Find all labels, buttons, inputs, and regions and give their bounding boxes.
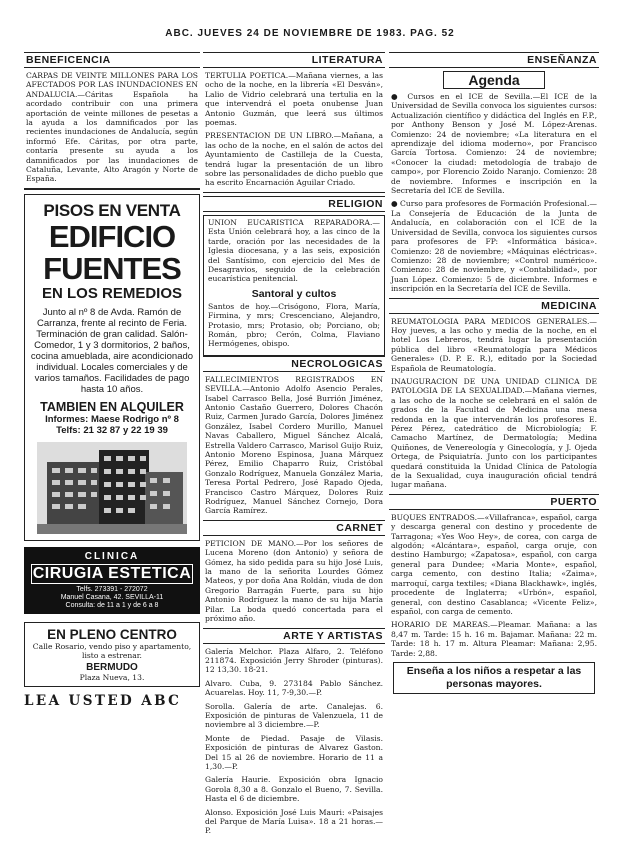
column-3 — [389, 52, 599, 842]
article-melchor: Galería Melchor. Plaza Alfaro, 2. Teléfono 211874. Exposición Jerry Shroder (pinturas). 12 13,30. 18-21. — [205, 646, 383, 675]
ad-body: Junto al nº 8 de Avda. Ramón de Carranza, frente al recinto de Feria. Terminación de gran calidad. Salón-Comedor, 1 y 3 dormitorios, 2 baños, cocina amueblada, aire acondicionado individual. Locales comerciales y de varios tamaños. Facilidades de pago hasta 10 años. — [30, 306, 194, 395]
ad-phones: Telfs: 21 32 87 y 22 19 39 — [56, 424, 168, 436]
section-puerto: PUERTO — [389, 494, 599, 510]
section-arte: ARTE Y ARTISTAS — [203, 628, 385, 644]
article-sorolla: Sorolla. Galería de arte. Canalejas. 6. Exposición de pinturas de Valenzuela, 11 de noviembre al 3 diciembre.—P. — [205, 701, 383, 730]
section-literatura: LITERATURA — [203, 52, 385, 68]
agenda-title: Agenda — [443, 71, 545, 89]
clinic-title: CIRUGIA ESTETICA — [32, 564, 192, 582]
ad-title-edificio: EDIFICIO — [48, 218, 176, 254]
column-2 — [203, 52, 385, 842]
article-curso-fp: ● Curso para profesores de Formación Profesional.—La Consejería de Educación de la Junta de Andalucía, en colaboración con el ICE de la Universidad de Sevilla, convoca los siguientes cursos para profesores de FP: «Informática básica». Comienzo: 28 de noviembre; «Máquinas eléctricas». Comienzo: 28 de noviembre; «Control numérico». Comienzo: 28 de noviembre, y «Contabilidad», por Juan López. Comienzo: 5 de diciembre. Informes e inscripción en la Secretaría del ICE de Sevilla. — [391, 199, 597, 294]
ad-pleno-centro — [24, 622, 200, 687]
clinic-hours: Consulta: de 11 a 1 y de 6 a 8 — [65, 601, 159, 609]
section-beneficencia: BENEFICENCIA — [24, 52, 200, 68]
ad-title-remedios: EN LOS REMEDIOS — [41, 284, 183, 302]
section-medicina: MEDICINA — [389, 298, 599, 314]
centro-body: Calle Rosario, vendo piso y apartamento, listo a estrenar. — [32, 641, 192, 660]
ad-title-pisos: PISOS EN VENTA — [43, 200, 181, 220]
article-monte-piedad: Monte de Piedad. Pasaje de Vilasis. Exposición de pinturas de Alvarez Gaston. Del 15 al 26 de noviembre. Horario de 11 a 1,30.—P. — [205, 733, 383, 771]
column-1 — [24, 52, 200, 842]
santoral-title: Santoral y cultos — [251, 287, 337, 300]
notice-respetar: Enseña a los niños a respetar a las personas mayores. — [393, 662, 595, 694]
article-haurie: Galería Haurie. Exposición obra Ignacio Gorola 8,30 a 8. Gonzalo el Bueno, 7. Sevilla. Hasta el 6 de diciembre. — [205, 775, 383, 804]
section-necrologicas: NECROLOGICAS — [203, 356, 385, 372]
centro-title: EN PLENO CENTRO — [47, 626, 177, 642]
article-carpas: CARPAS DE VEINTE MILLONES PARA LOS AFECTADOS POR LAS INUNDACIONES EN ANDALUCIA.—Cáritas Española ha acordado contribuir con una primera aportación de veinte millones de pesetas a la ayuda a los damnificados por las recientes inundaciones de Andalucía, según informó Efe. Cáritas, por otra parte, contaría presente su ayuda a los damnificados por las inundaciones de Cataluña, Levante, Alto Aragón y Norte de España. — [26, 71, 198, 184]
section-ensenanza: ENSEÑANZA — [389, 52, 599, 68]
ad-title-fuentes: FUENTES — [43, 250, 181, 286]
building-illustration — [37, 442, 187, 534]
article-fallecimientos: FALLECIMIENTOS REGISTRADOS EN SEVILLA.—Antonio Adolfo Asencio Perales, Isabel Carrasco Bella, José Burrión Jiménez, Antonio Castaño Guerrero, Dolores Chacón Ruiz, Carmen Jurado García, Dolores Jiménez González, Isabel Cordero Murillo, Manuel Navas Caballero, Miguel Sánchez Alcalá, Estrella Valdero Carrasco, Marisol Guijo Ruiz, Antonio Moreno Espinosa, Juana Márquez Pérez, Emilio Chaparro Ruiz, Cristóbal Gonzalo Rodríguez, Manuela González Maria, Teresa Portal Pedrero, José Rapado Ojeda, Francisco Castro Márquez, Dolores Ruiz Rodríguez, Manuel Sánchez Cornejo, Dora García Ramírez. — [205, 374, 383, 516]
lea-usted-abc: LEA USTED ABC — [24, 692, 182, 709]
article-peticion: PETICION DE MANO.—Por los señores de Lucena Moreno (don Antonio) y señora de Gómez, ha sido pedida para su hijo José Luis, la mano de la señorita Lourdes Gómez Mateos, y por doña Ana Roldán, viuda de don Gregorio Barragán Fuerte, para su hijo Antonio Rodríguez la mano de su hija María Pilar. La boda quedó concertada para el próximo año. — [205, 538, 383, 624]
section-religion: RELIGION — [203, 196, 385, 212]
article-alonso: Alonso. Exposición José Luis Mauri: «Paisajes del Parque de María Luisa». 18 a 21 horas.—P. — [205, 807, 383, 836]
article-sexualidad: INAUGURACION DE UNA UNIDAD CLINICA DE PATOLOGIA DE LA SEXUALIDAD.—Mañana viernes, a las ocho de la noche se celebrará en el salón de grados de la Facultad de Medicina una mesa redonda en la que intervendrán los profesores E. Pérez Pérez, catedrático de Microbiología; F. Camacho Martínez, de Dermatología; Medina Quiñones, de Venereología y Ginecología, y J. Ojeda Ortega, de Psiquiatría. Junto con los participantes quedará constituida la Unidad Clínica de Patología de la Sexualidad, cuya inauguración oficial tendrá lugar mañana. — [391, 376, 597, 490]
centro-address: Plaza Nueva, 13. — [79, 672, 145, 682]
article-santoral: Santos de hoy.—Crisógono, Flora, María, Firmina, y mrs; Crescenciano, Alejandro, Protasio, mrs; Protasio, ob; Porciano, ob; Román, pbro; Cerón, Colma, Flaviano Hermógenes, obispo. — [208, 301, 380, 349]
article-mareas: HORARIO DE MAREAS.—Pleamar. Mañana: a las 8,47 m. Tarde: 15 h. 16 m. Bajamar. Mañana: 22 m. Tarde: 18 h. 17 m. Altura Pleamar: Mañana: 2,95. Tarde: 2,88. — [391, 620, 597, 658]
religion-box — [203, 215, 385, 356]
clinic-phone: Telfs. 273391 - 272072 — [76, 585, 148, 593]
article-reumatologia: REUMATOLOGIA PARA MEDICOS GENERALES.—Hoy jueves, a las ocho y media de la noche, en el hotel Los Lebreros, tendrá lugar la presentación pública del libro «Reumatología para Médicos Generales» (D. P. E. R.), editado por la Sociedad Española de Reumatología. — [391, 316, 597, 373]
clinic-address: Manuel Casana, 42. SEVILLA-11 — [60, 593, 164, 601]
article-union: UNION EUCARISTICA REPARADORA.—Esta Unión celebrará hoy, a las cinco de la tarde, oración por las necesidades de la Iglesia diocesana, y a las seis, exposición del Santísimo, con ejercicio del Mes de Desagravios, seguido de la celebración eucarística penitencial. — [208, 217, 380, 284]
ad-rent: TAMBIEN EN ALQUILER — [40, 399, 184, 414]
article-libro: PRESENTACION DE UN LIBRO.—Mañana, a las ocho de la noche, en el salón de actos del Ayuntamiento de Castilleja de la Cuesta, tendrá lugar la presentación de un libro sobre las personalidades de dicho pueblo que ha escrito Encarnación Aguilar Criado. — [205, 131, 383, 188]
article-tertulia: TERTULIA POETICA.—Mañana viernes, a las ocho de la noche, en la librería «El Desván», Lalio de Vidrio celebrará una tertulia en la que intervendrá el poeta onubense Juan Antonio Guzmán, que leerá sus últimos poemas. — [205, 71, 383, 128]
section-carnet: CARNET — [203, 520, 385, 536]
page-header: ABC. JUEVES 24 DE NOVIEMBRE DE 1983. PAG. 52 — [165, 28, 455, 39]
clinic-label: CLINICA — [84, 550, 140, 562]
divider — [24, 188, 200, 190]
ad-clinica — [24, 547, 200, 614]
article-cursos-ice: ● Cursos en el ICE de Sevilla.—El ICE de la Universidad de Sevilla convoca los siguientes cursos: Actualización científico y didáctica del Inglés en F.P., por Anthony Benson y José M. López-Arenas. Comienzo: 24 de noviembre; «La literatura en el aprendizaje del idioma moderno», por Francisco García Tortosa. Comienzo: 24 de noviembre; «Conocer la ciudad: metodología de trabajo de campo», por Florencio Zoido Naranjo. Comienzo: 28 de noviembre. Informes e inscripción en la Secretaría del ICE de Sevilla. — [391, 92, 597, 196]
ad-edificio-fuentes — [24, 194, 200, 541]
ad-info: Informes: Maese Rodrigo nº 8 — [45, 413, 179, 425]
article-alvaro: Alvaro. Cuba, 9. 273184 Pablo Sánchez. Acuarelas. Hoy. 11, 7-9,30.—P. — [205, 678, 383, 698]
centro-name: BERMUDO — [86, 661, 138, 673]
article-buques: BUQUES ENTRADOS.—«Villafranca», español, carga y descarga general con destino y procedente de Tarragona; «Yes Woo Hey», de corea, con carga de algodón; «Alcántara», español, carga oruje, con destino Hamburgo; «Zapatosa», español, con carga general para Dundee; «Maria Monte», español, carga cemento, con destino Italia; «Zaima», marroquí, carga textiles; «Diana Blackhawk», inglés, procedente de Inglaterra; «Urbón», español, general, con destino Casablanca; «Vicente Feliz», español, con carga de cemento. — [391, 512, 597, 616]
divider — [203, 192, 385, 193]
